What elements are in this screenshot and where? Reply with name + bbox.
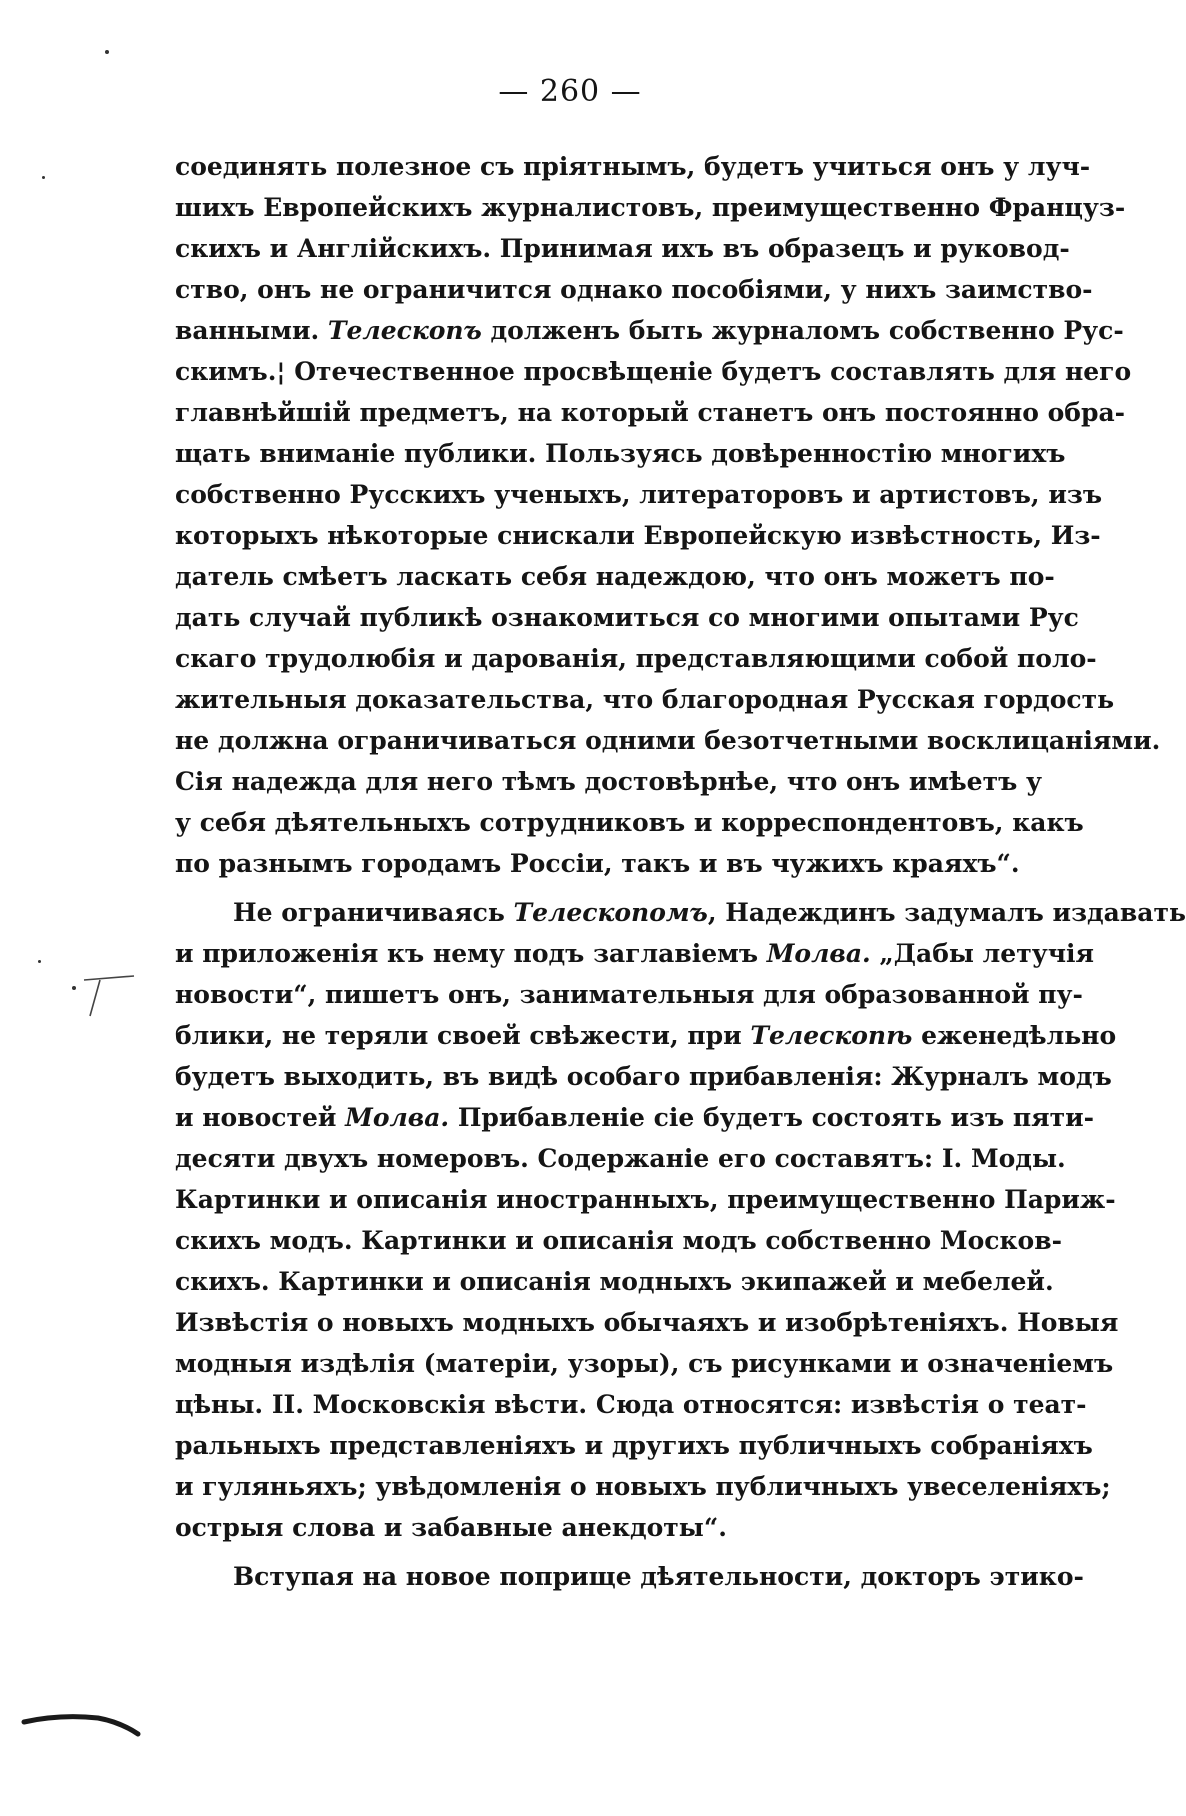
text-line: будетъ выходить, въ видѣ особаго прибавленiя: Журналъ модъ bbox=[175, 1062, 1112, 1091]
text-line: скимъ.¦ Отечественное просвѣщенiе будетъ составлять для него bbox=[175, 357, 1132, 386]
text-line: острыя слова и забавные анекдоты“. bbox=[175, 1513, 727, 1542]
text-line: скихъ. Картинки и описанiя модныхъ экипажей и мебелей. bbox=[175, 1267, 1054, 1296]
text-line: соединять полезное съ прiятнымъ, будетъ учиться онъ у луч- bbox=[175, 152, 1091, 181]
text-line: скаго трудолюбiя и дарованiя, представляющими собой поло- bbox=[175, 644, 1097, 673]
page-number: — 260 — bbox=[498, 74, 642, 109]
text-line: модныя издѣлiя (матерiи, узоры), съ рисунками и означенiемъ bbox=[175, 1349, 1114, 1378]
text-line: и гуляньяхъ; увѣдомленiя о новыхъ публичныхъ увеселенiяхъ; bbox=[175, 1472, 1111, 1501]
text-line: шихъ Европейскихъ журналистовъ, преимущественно Француз- bbox=[175, 193, 1126, 222]
text-line: ральныхъ представленiяхъ и другихъ публичныхъ собранiяхъ bbox=[175, 1431, 1093, 1460]
paragraph-gap bbox=[175, 1548, 1031, 1556]
text-line: Извѣстiя о новыхъ модныхъ обычаяхъ и изобрѣтенiяхъ. Новыя bbox=[175, 1308, 1119, 1337]
text-line: скихъ и Англiйскихъ. Принимая ихъ въ образецъ и руковод- bbox=[175, 234, 1070, 263]
text-line: и новостей Молва. Прибавленiе сiе будетъ состоять изъ пяти- bbox=[175, 1103, 1095, 1132]
text-line: блики, не теряли своей свѣжести, при Телескопѣ еженедѣльно bbox=[175, 1021, 1117, 1050]
text-line: Не ограничиваясь Телескопомъ, Надеждинъ задумалъ издавать bbox=[233, 898, 1186, 927]
text-line: новости“, пишетъ онъ, занимательныя для образованной пу- bbox=[175, 980, 1083, 1009]
text-line: десяти двухъ номеровъ. Содержанiе его составятъ: I. Моды. bbox=[175, 1144, 1066, 1173]
text-line: которыхъ нѣкоторые снискали Европейскую извѣстность, Из- bbox=[175, 521, 1101, 550]
text-line: ванными. Телескопъ долженъ быть журналомъ собственно Рус- bbox=[175, 316, 1124, 345]
text-line: Картинки и описанiя иностранныхъ, преимущественно Париж- bbox=[175, 1185, 1116, 1214]
text-line: скихъ модъ. Картинки и описанiя модъ собственно Москов- bbox=[175, 1226, 1062, 1255]
text-line: не должна ограничиваться одними безотчетными восклицанiями. bbox=[175, 726, 1161, 755]
scan-speck bbox=[105, 50, 109, 54]
paragraph-gap bbox=[175, 884, 1031, 892]
text-line: щать вниманiе публики. Пользуясь довѣренностiю многихъ bbox=[175, 439, 1066, 468]
text-line: у себя дѣятельныхъ сотрудниковъ и корреспондентовъ, какъ bbox=[175, 808, 1084, 837]
text-line: ство, онъ не ограничится однако пособiями, у нихъ заимство- bbox=[175, 275, 1093, 304]
scan-speck bbox=[38, 960, 41, 963]
page-edge-smudge bbox=[20, 1700, 140, 1740]
text-line: и приложенiя къ нему подъ заглавiемъ Молва. „Дабы летучiя bbox=[175, 939, 1094, 968]
margin-pencil-mark bbox=[80, 972, 138, 1022]
text-line: датель смѣетъ ласкать себя надеждою, что онъ можетъ по- bbox=[175, 562, 1055, 591]
text-line: собственно Русскихъ ученыхъ, литераторовъ и артистовъ, изъ bbox=[175, 480, 1103, 509]
body-text bbox=[175, 146, 1186, 1597]
text-line: Сiя надежда для него тѣмъ достовѣрнѣе, что онъ имѣетъ у bbox=[175, 767, 1042, 796]
text-line: жительныя доказательства, что благородная Русская гордость bbox=[175, 685, 1115, 714]
text-line: по разнымъ городамъ Россiи, такъ и въ чужихъ краяхъ“. bbox=[175, 849, 1020, 878]
text-line: главнѣйшiй предметъ, на который станетъ онъ постоянно обра- bbox=[175, 398, 1126, 427]
scan-speck bbox=[42, 176, 45, 179]
text-line: цѣны. II. Московскiя вѣсти. Сюда относятся: извѣстiя о теат- bbox=[175, 1390, 1087, 1419]
text-line: дать случай публикѣ ознакомиться со многими опытами Рус bbox=[175, 603, 1079, 632]
text-line: Вступая на новое поприще дѣятельности, докторъ этико- bbox=[233, 1562, 1084, 1591]
margin-dot bbox=[72, 986, 76, 990]
